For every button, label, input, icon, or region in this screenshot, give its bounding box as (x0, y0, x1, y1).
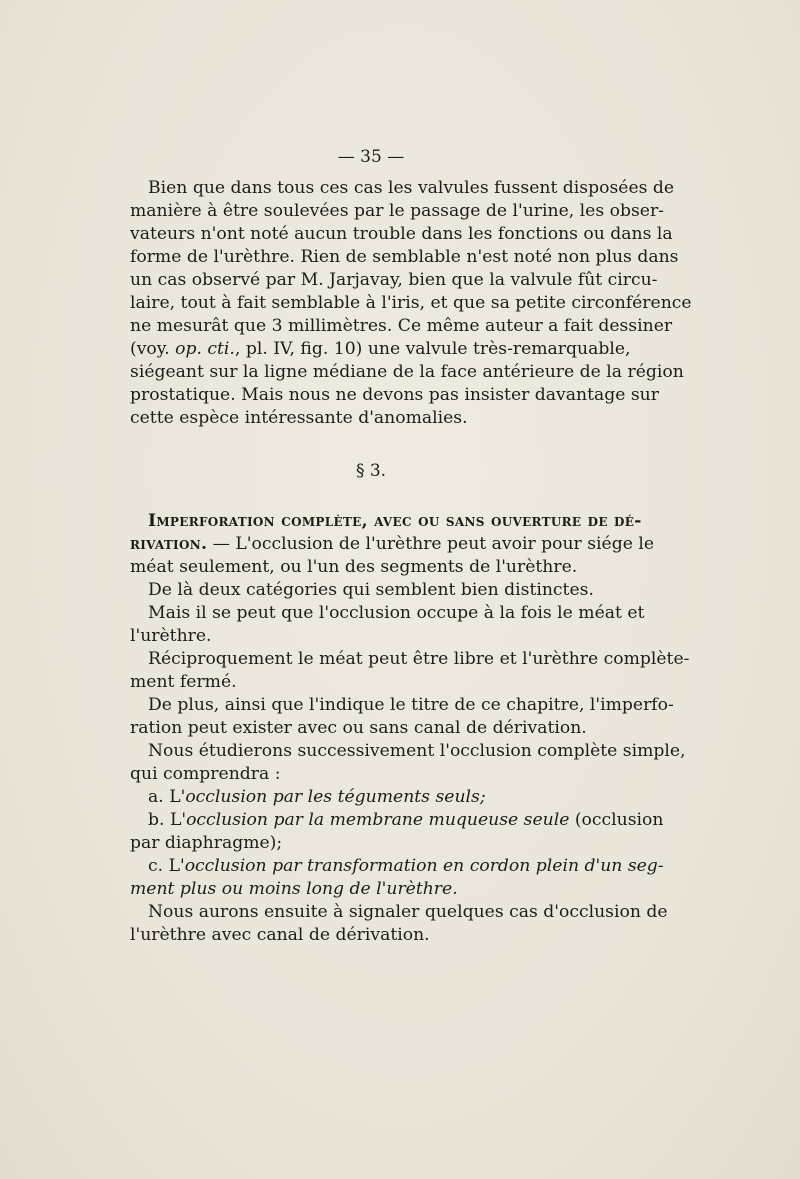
text-line: De là deux catégories qui semblent bien distinctes. (148, 580, 594, 600)
list-article: L' (169, 787, 186, 807)
text-line: Mais il se peut que l'occlusion occupe à la fois le méat et (148, 603, 645, 623)
text-line: l'urèthre. (130, 626, 212, 646)
heading-continuation: — L'occlusion de l'urèthre peut avoir pour siége le (207, 534, 655, 554)
list-item-a (130, 786, 612, 809)
list-item-italic: occlusion par transformation en cordon plein d'un seg- (184, 856, 664, 876)
list-item-italic: occlusion par les téguments seuls; (185, 787, 486, 807)
text-line: cette espèce intéressante d'anomalies. (130, 408, 468, 428)
text-line: manière à être soulevées par le passage de l'urine, les obser- (130, 201, 664, 221)
text-line: Réciproquement le méat peut être libre et l'urèthre complète- (148, 649, 690, 669)
text-line: qui comprendra : (130, 764, 281, 784)
citation-italic: op. cti. (175, 339, 235, 359)
text-line: laire, tout à fait semblable à l'iris, et que sa petite circonférence (130, 293, 692, 313)
text-line: ne mesurât que 3 millimètres. Ce même auteur a fait dessiner (130, 316, 673, 336)
text-line: Nous aurons ensuite à signaler quelques cas d'occlusion de (148, 902, 668, 922)
list-item-b-continuation: par diaphragme); (130, 833, 283, 853)
list-article: L' (168, 856, 185, 876)
list-item-c-continuation (130, 878, 612, 901)
list-marker: a. (148, 787, 170, 807)
text-line: siégeant sur la ligne médiane de la face antérieure de la région (130, 362, 684, 382)
text-line: forme de l'urèthre. Rien de semblable n'est noté non plus dans (130, 247, 679, 267)
list-marker: c. (148, 856, 169, 876)
section-heading-end: rivation. (130, 534, 208, 554)
text-line: méat seulement, ou l'un des segments de l'urèthre. (130, 557, 578, 577)
citation-prefix: (voy. (130, 339, 176, 359)
text-line (130, 533, 655, 556)
text-line: Nous étudierons successivement l'occlusion complète simple, (148, 741, 686, 761)
section-heading: Imperforation complète, avec ou sans ouverture de dé- (148, 511, 642, 531)
section-mark: § 3. (355, 461, 387, 481)
text-line: l'urèthre avec canal de dérivation. (130, 925, 430, 945)
citation-suffix: , pl. IV, fig. 10) une valvule très-remarquable, (234, 339, 631, 359)
text-line-with-citation (130, 338, 631, 361)
list-item-note: (occlusion (569, 810, 664, 830)
page-number: — 35 — (337, 147, 405, 167)
text-line: ment fermé. (130, 672, 237, 692)
list-item-italic: ment plus ou moins long de l'urèthre. (130, 879, 458, 899)
list-item-italic: occlusion par la membrane muqueuse seule (186, 810, 570, 830)
text-line: Bien que dans tous ces cas les valvules fussent disposées de (148, 178, 675, 198)
list-marker: b. (148, 810, 170, 830)
list-article: L' (169, 810, 187, 830)
text-line: prostatique. Mais nous ne devons pas insister davantage sur (130, 385, 659, 405)
text-line: un cas observé par M. Jarjavay, bien que la valvule fût circu- (130, 270, 658, 290)
text-line: ration peut exister avec ou sans canal de dérivation. (130, 718, 587, 738)
text-line: vateurs n'ont noté aucun trouble dans les fonctions ou dans la (130, 224, 673, 244)
text-line: De plus, ainsi que l'indique le titre de ce chapitre, l'imperfo- (148, 695, 674, 715)
section-heading-line (130, 510, 642, 533)
list-item-b (130, 809, 664, 832)
list-item-c (130, 855, 664, 878)
